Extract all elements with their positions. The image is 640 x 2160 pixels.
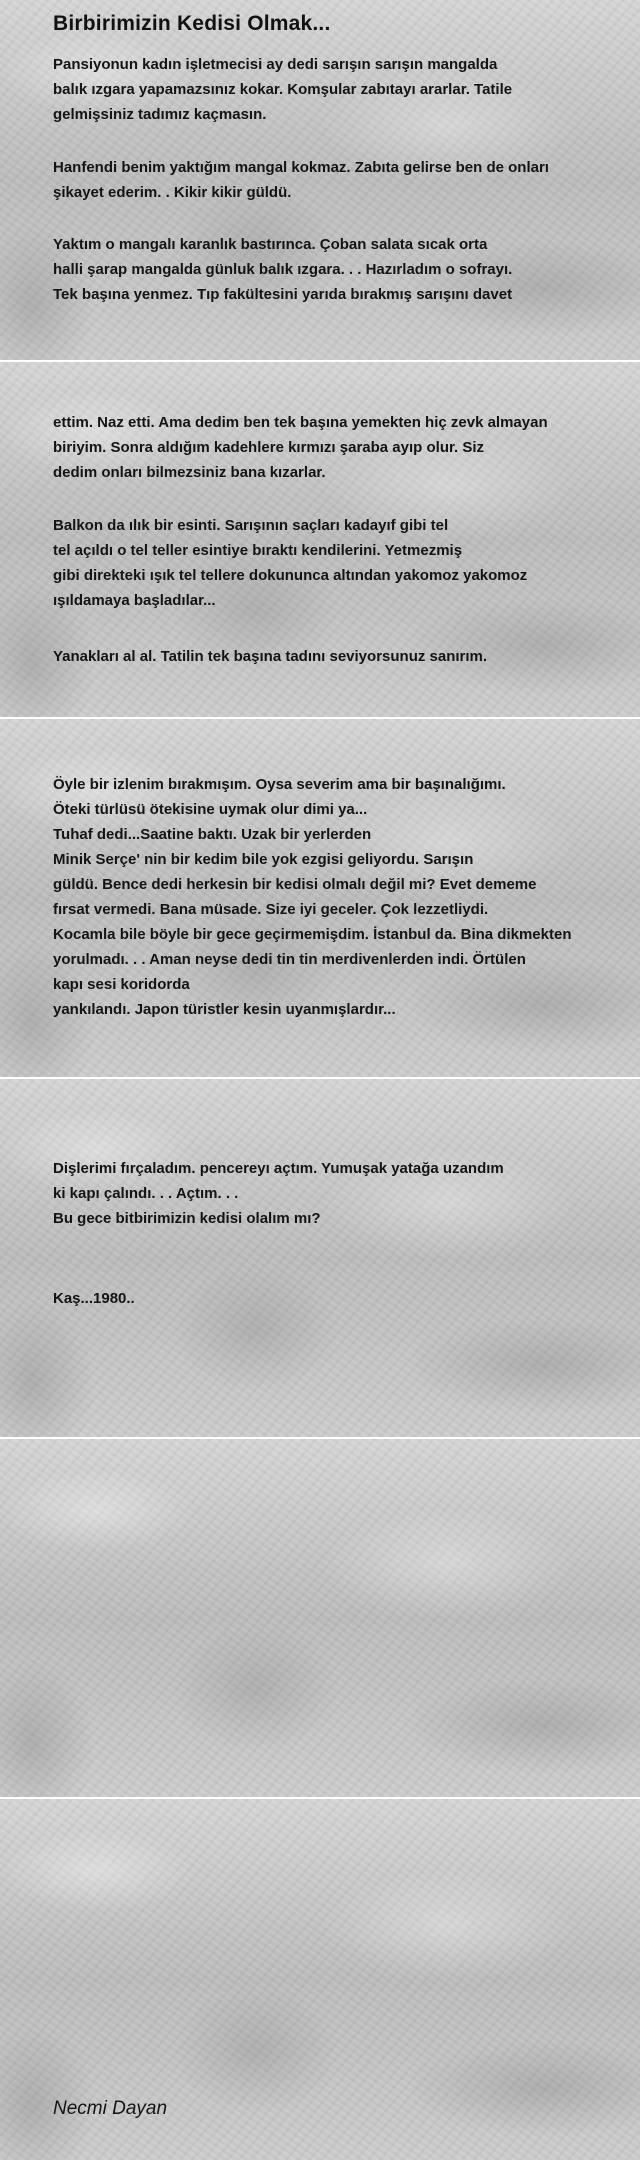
poem-line: şikayet ederim. . Kikir kikir güldü. — [53, 184, 292, 201]
poem-line: Yanakları al al. Tatilin tek başına tadını seviyorsunuz sanırım. — [53, 648, 488, 665]
stanza — [53, 772, 633, 1022]
poem-line: Minik Serçe' nin bir kedim bile yok ezgisi geliyordu. Sarışın — [53, 851, 474, 868]
poem-line: gibi direkteki ışık tel tellere dokununca altından yakomoz yakomoz — [53, 567, 528, 584]
poem-line: Hanfendi benim yaktığım mangal kokmaz. Zabıta gelirse ben de onları — [53, 159, 549, 176]
poem-line: yorulmadı. . . Aman neyse dedi tin tin merdivenlerden indi. Örtülen — [53, 951, 526, 968]
poem-line: dedim onları bilmezsiniz bana kızarlar. — [53, 464, 326, 481]
poem-line: Bu gece bitbirimizin kedisi olalım mı? — [53, 1210, 321, 1227]
stanza — [53, 52, 633, 127]
poem-line: Tek başına yenmez. Tıp fakültesini yarıda bırakmış sarışını davet — [53, 286, 513, 303]
poem-line: gelmişsiniz tadımız kaçmasın. — [53, 106, 267, 123]
poem-line: ışıldamaya başladılar... — [53, 592, 216, 609]
poem-line: balık ızgara yapamazsınız kokar. Komşular zabıtayı ararlar. Tatile — [53, 81, 513, 98]
poem-line: Balkon da ılık bir esinti. Sarışının saçları kadayıf gibi tel — [53, 517, 449, 534]
poem-line: Öyle bir izlenim bırakmışım. Oysa severim ama bir başınalığımı. — [53, 776, 506, 793]
stanza — [53, 232, 633, 307]
poem-line: fırsat vermedi. Bana müsade. Size iyi geceler. Çok lezzetliydi. — [53, 901, 489, 918]
poem-line: yankılandı. Japon türistler kesin uyanmışlardır... — [53, 1001, 396, 1018]
stanza — [53, 513, 633, 613]
poem-line: Tuhaf dedi...Saatine baktı. Uzak bir yerlerden — [53, 826, 372, 843]
poem-line: Kaş...1980.. — [53, 1290, 135, 1307]
stanza — [53, 1156, 633, 1231]
poem-line: ettim. Naz etti. Ama dedim ben tek başına yemekten hiç zevk almayan — [53, 414, 548, 431]
poem-line: Öteki türlüsü ötekisine uymak olur dimi ya... — [53, 801, 368, 818]
poem-title: Birbirimizin Kedisi Olmak... — [53, 12, 331, 35]
stanza — [53, 644, 633, 669]
poem-line: güldü. Bence dedi herkesin bir kedisi olmalı değil mi? Evet dememe — [53, 876, 537, 893]
poem-line: Pansiyonun kadın işletmecisi ay dedi sarışın sarışın mangalda — [53, 56, 498, 73]
poem-line: Dişlerimi fırçaladım. pencereyı açtım. Yumuşak yatağa uzandım — [53, 1160, 504, 1177]
poem-line: ki kapı çalındı. . . Açtım. . . — [53, 1185, 239, 1202]
poem-line: Kocamla bile böyle bir gece geçirmemişdim. İstanbul da. Bina dikmekten — [53, 926, 572, 943]
author-signature: Necmi Dayan — [53, 2098, 168, 2119]
stanza — [53, 1286, 633, 1311]
poem-line: halli şarap mangalda günluk balık ızgara. . . Hazırladım o sofrayı. — [53, 261, 513, 278]
stanza — [53, 155, 633, 205]
stanza — [53, 410, 633, 485]
marble-panel — [0, 1079, 640, 1437]
marble-panel — [0, 1439, 640, 1797]
poem-line: biriyim. Sonra aldığım kadehlere kırmızı şaraba ayıp olur. Siz — [53, 439, 484, 456]
poem-line: tel açıldı o tel teller esintiye bıraktı kendilerini. Yetmezmiş — [53, 542, 463, 559]
poem-line: Yaktım o mangalı karanlık bastırınca. Çoban salata sıcak orta — [53, 236, 488, 253]
poem-line: kapı sesi koridorda — [53, 976, 190, 993]
